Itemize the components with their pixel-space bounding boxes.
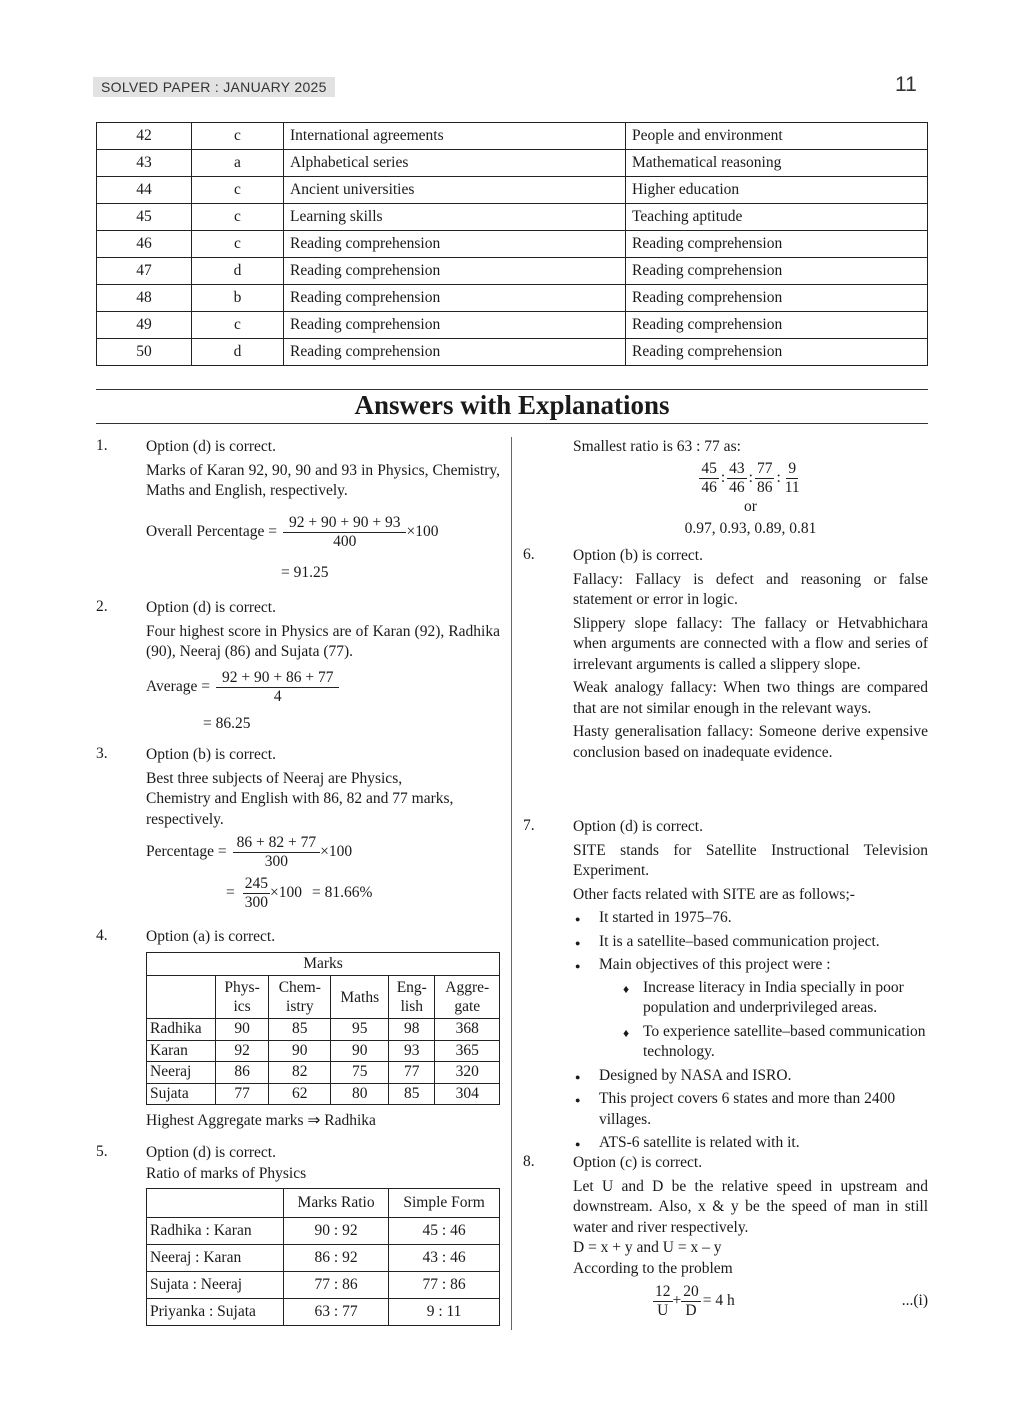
q8-number: 8.	[523, 1153, 535, 1170]
unit-cell: Reading comprehension	[626, 339, 928, 366]
q2-option: Option (d) is correct.	[146, 599, 276, 616]
q5-continuation	[573, 437, 928, 540]
q2-denominator: 4	[273, 687, 282, 705]
q4-column-header: Chem- istry	[269, 976, 331, 1019]
q5-block	[146, 1143, 500, 1326]
q5-table-row	[147, 1272, 500, 1299]
q7-sub-1: ♦ Increase literacy in India specially in poor population and underprivileged areas.	[619, 978, 928, 1019]
q4-table-row	[147, 1083, 500, 1105]
q1-numerator: 92 + 90 + 90 + 93	[283, 514, 406, 533]
topic-cell: Reading comprehension	[284, 312, 626, 339]
q5-ratio-table	[146, 1188, 500, 1326]
unit-cell: Reading comprehension	[626, 285, 928, 312]
question-number-cell: 46	[97, 231, 192, 258]
q4-mark-cell: 86	[216, 1062, 269, 1084]
q4-mark-cell: 62	[269, 1083, 331, 1105]
answer-key-table	[96, 122, 928, 366]
q6-fallacy-item	[573, 614, 928, 676]
q8-plus: +	[672, 1292, 682, 1310]
q5-decimals: 0.97, 0.93, 0.89, 0.81	[684, 520, 817, 537]
q4-mark-cell: 304	[435, 1083, 500, 1105]
q3-option: Option (b) is correct.	[146, 746, 276, 763]
q7-bullet-5: ● This project covers 6 states and more than 2400 villages.	[573, 1089, 928, 1130]
q7-intro: Other facts related with SITE are as follows;-	[573, 885, 855, 903]
question-number-cell: 47	[97, 258, 192, 285]
paper-header-label: SOLVED PAPER : JANUARY 2025	[93, 77, 335, 97]
unit-cell: Teaching aptitude	[626, 204, 928, 231]
q4-mark-cell: 320	[435, 1062, 500, 1084]
q8-fraction-2	[681, 1283, 701, 1320]
q5-table-row	[147, 1299, 500, 1326]
ratio-numerator: 9	[788, 459, 797, 477]
q5-column-header	[147, 1189, 284, 1218]
q5-pair-cell: Sujata : Neeraj	[147, 1272, 284, 1299]
q4-student-cell: Radhika	[147, 1019, 216, 1041]
question-number-cell: 49	[97, 312, 192, 339]
q6-fallacy-text: When two things are compared that are not similar enough in the relevant ways.	[573, 679, 928, 717]
q1-multiplier: ×100	[406, 522, 439, 540]
q4-column-header: Phys- ics	[216, 976, 269, 1019]
q2-block	[146, 598, 500, 734]
question-number-cell: 44	[97, 177, 192, 204]
q8-f2-den: D	[685, 1302, 697, 1319]
q7-block	[573, 817, 928, 1157]
q5-smallest-ratio: Smallest ratio is 63 : 77 as:	[573, 438, 741, 455]
q2-text: Four highest score in Physics are of Karan (92), Radhika (90), Neeraj (86) and Sujata (77).	[146, 622, 500, 660]
q7-bullet-2: ● It is a satellite–based communication project.	[573, 932, 928, 953]
q8-f1-den: U	[657, 1302, 669, 1319]
q4-table-row	[147, 1019, 500, 1041]
answer-cell: c	[192, 312, 284, 339]
q4-mark-cell: 365	[435, 1040, 500, 1062]
q3-multiplier: ×100	[320, 843, 353, 861]
q7-bullet-6: ● ATS-6 satellite is related with it.	[573, 1133, 928, 1154]
ratio-numerator: 43	[729, 459, 745, 477]
ratio-numerator: 45	[701, 459, 717, 477]
q5-ratio-cell: 45 : 46	[389, 1218, 500, 1245]
q7-sub-2: ♦ To experience satellite–based communication technology.	[619, 1022, 928, 1063]
q7-number: 7.	[523, 817, 535, 834]
q1-formula	[146, 514, 500, 551]
question-number-cell: 45	[97, 204, 192, 231]
ratio-fraction	[783, 460, 802, 497]
ratio-denominator: 86	[756, 478, 773, 496]
q4-table-row	[147, 1062, 500, 1084]
unit-cell: Higher education	[626, 177, 928, 204]
key-table-row	[97, 339, 928, 366]
q4-column-header: Maths	[331, 976, 389, 1019]
q5-ratio-cell: 86 : 92	[284, 1245, 389, 1272]
ratio-colon: :	[776, 468, 781, 486]
q8-text: Let U and D be the relative speed in upstream and downstream. Also, x & y be the speed of man in still water and river respectively.	[573, 1177, 928, 1236]
q3-text-line3: respectively.	[146, 810, 224, 828]
topic-cell: International agreements	[284, 123, 626, 150]
q1-result: = 91.25	[281, 563, 329, 581]
q4-mark-cell: 93	[389, 1040, 435, 1062]
q3-number: 3.	[96, 745, 108, 762]
q1-text: Marks of Karan 92, 90, 90 and 93 in Physics, Chemistry, Maths and English, respectively.	[146, 461, 500, 499]
answer-cell: c	[192, 231, 284, 258]
q6-number: 6.	[523, 546, 535, 563]
q5-ratio-cell: 43 : 46	[389, 1245, 500, 1272]
q4-marks-table	[146, 952, 500, 1106]
ratio-numerator: 77	[756, 459, 773, 477]
answer-cell: d	[192, 339, 284, 366]
question-number-cell: 43	[97, 150, 192, 177]
unit-cell: Reading comprehension	[626, 258, 928, 285]
q5-table-row	[147, 1218, 500, 1245]
q1-fraction	[283, 514, 406, 551]
q2-formula	[146, 669, 500, 706]
q4-table-row	[147, 1040, 500, 1062]
topic-cell: Learning skills	[284, 204, 626, 231]
q5-ratio-cell: 63 : 77	[284, 1299, 389, 1326]
topic-cell: Ancient universities	[284, 177, 626, 204]
q5-table-row	[147, 1245, 500, 1272]
ratio-colon: :	[748, 468, 753, 486]
q5-ratio-cell: 77 : 86	[389, 1272, 500, 1299]
q3-numerator2: 245	[244, 875, 268, 892]
q8-f1-num: 12	[655, 1283, 671, 1300]
q5-column-header: Simple Form	[389, 1189, 500, 1218]
q5-pair-cell: Priyanka : Sujata	[147, 1299, 284, 1326]
answer-cell: c	[192, 177, 284, 204]
q5-ratio-cell: 90 : 92	[284, 1218, 389, 1245]
q6-fallacy-term: Slippery slope fallacy:	[573, 614, 723, 632]
q4-mark-cell: 85	[269, 1019, 331, 1041]
q5-pair-cell: Radhika : Karan	[147, 1218, 284, 1245]
q5-option: Option (d) is correct.	[146, 1144, 276, 1161]
q7-option: Option (d) is correct.	[573, 818, 703, 835]
q4-block	[146, 927, 500, 1132]
q5-ratio-fractions	[573, 460, 928, 497]
answer-cell: c	[192, 123, 284, 150]
q7-sub-list	[619, 978, 928, 1063]
q8-option: Option (c) is correct.	[573, 1154, 703, 1171]
q7-bullet-list	[573, 908, 928, 1154]
key-table-row	[97, 258, 928, 285]
page-number: 11	[895, 73, 917, 96]
q1-block	[146, 437, 500, 583]
q6-fallacy-term: Fallacy:	[573, 570, 623, 588]
key-table-row	[97, 204, 928, 231]
ratio-fraction	[727, 460, 747, 497]
answer-cell: a	[192, 150, 284, 177]
q5-number: 5.	[96, 1143, 108, 1160]
answer-cell: b	[192, 285, 284, 312]
q4-mark-cell: 82	[269, 1062, 331, 1084]
q8-formula	[573, 1283, 928, 1320]
q3-result: = 81.66%	[312, 884, 373, 902]
topic-cell: Alphabetical series	[284, 150, 626, 177]
q4-mark-cell: 77	[216, 1083, 269, 1105]
unit-cell: Mathematical reasoning	[626, 150, 928, 177]
q4-column-header: Aggre- gate	[435, 976, 500, 1019]
answer-cell: d	[192, 258, 284, 285]
unit-cell: People and environment	[626, 123, 928, 150]
q7-bullet-3-text: Main objectives of this project were :	[599, 956, 831, 973]
q4-mark-cell: 77	[389, 1062, 435, 1084]
q8-equation: D = x + y and U = x – y	[573, 1239, 722, 1256]
q4-mark-cell: 98	[389, 1019, 435, 1041]
key-table-row	[97, 123, 928, 150]
q7-bullet-4: ● Designed by NASA and ISRO.	[573, 1066, 928, 1087]
key-table-row	[97, 177, 928, 204]
key-table-row	[97, 312, 928, 339]
q5-ratio-cell: 9 : 11	[389, 1299, 500, 1326]
q2-numerator: 92 + 90 + 86 + 77	[216, 669, 339, 688]
q4-mark-cell: 90	[216, 1019, 269, 1041]
q1-number: 1.	[96, 437, 108, 454]
q6-option: Option (b) is correct.	[573, 547, 703, 564]
q4-header-blank	[147, 976, 216, 1019]
q3-multiplier2: ×100	[270, 884, 302, 902]
q8-f2-num: 20	[683, 1283, 699, 1300]
q4-mark-cell: 90	[331, 1040, 389, 1062]
unit-cell: Reading comprehension	[626, 312, 928, 339]
ratio-fraction	[755, 460, 775, 497]
key-table-row	[97, 285, 928, 312]
key-table-row	[97, 231, 928, 258]
q5-or: or	[744, 497, 757, 515]
q7-bullet-3	[573, 955, 928, 1063]
q4-mark-cell: 92	[216, 1040, 269, 1062]
question-number-cell: 42	[97, 123, 192, 150]
q6-fallacy-text: Fallacy is defect and reasoning or false statement or error in logic.	[573, 570, 928, 608]
q1-formula-label: Overall Percentage =	[146, 522, 277, 540]
q6-fallacy-item	[573, 722, 928, 763]
q8-intro: According to the problem	[573, 1259, 733, 1277]
question-number-cell: 48	[97, 285, 192, 312]
q3-fraction	[233, 834, 320, 871]
title-bottom-rule	[96, 423, 928, 424]
topic-cell: Reading comprehension	[284, 285, 626, 312]
q8-rhs: = 4 h	[702, 1292, 735, 1310]
q4-student-cell: Karan	[147, 1040, 216, 1062]
q2-result: = 86.25	[203, 714, 251, 732]
key-table-row	[97, 150, 928, 177]
q2-fraction	[216, 669, 339, 706]
q4-mark-cell: 80	[331, 1083, 389, 1105]
q4-number: 4.	[96, 927, 108, 944]
q4-mark-cell: 368	[435, 1019, 500, 1041]
q8-block	[573, 1153, 928, 1320]
column-divider	[511, 437, 512, 1330]
q6-fallacy-text: The fallacy or Hetvabhichara when arguments are connected with a flow and series of irrelevant arguments is called a slippery slope.	[573, 614, 928, 673]
q7-text: SITE stands for Satellite Instructional Television Experiment.	[573, 841, 928, 879]
q4-column-header: Eng- lish	[389, 976, 435, 1019]
q3-numerator: 86 + 82 + 77	[233, 834, 320, 853]
q4-option: Option (a) is correct.	[146, 928, 276, 945]
q6-fallacy-term: Hasty generalisation fallacy:	[573, 723, 754, 740]
q3-formula2	[146, 875, 500, 912]
ratio-colon: :	[720, 468, 726, 486]
q4-note: Highest Aggregate marks ⇒ Radhika	[146, 1112, 376, 1129]
q6-fallacy-term: Weak analogy fallacy:	[573, 679, 717, 696]
q5-pair-cell: Neeraj : Karan	[147, 1245, 284, 1272]
q5-subtitle: Ratio of marks of Physics	[146, 1164, 307, 1182]
question-number-cell: 50	[97, 339, 192, 366]
q3-text-line2: Chemistry and English with 86, 82 and 77 marks,	[146, 790, 454, 807]
q8-fraction-1	[653, 1283, 673, 1320]
q2-formula-label: Average =	[146, 677, 210, 695]
q4-table-title: Marks	[147, 952, 500, 976]
q6-fallacy-text: Someone derive expensive conclusion based on inadequate evidence.	[573, 723, 928, 761]
q5-column-header: Marks Ratio	[284, 1189, 389, 1218]
q7-bullet-1: ● It started in 1975–76.	[573, 908, 928, 929]
q4-student-cell: Neeraj	[147, 1062, 216, 1084]
q4-mark-cell: 75	[331, 1062, 389, 1084]
q3-formula	[146, 834, 500, 871]
topic-cell: Reading comprehension	[284, 258, 626, 285]
q3-formula-label: Percentage =	[146, 843, 227, 861]
section-title: Answers with Explanations	[354, 390, 670, 420]
q6-fallacy-item	[573, 570, 928, 611]
q4-student-cell: Sujata	[147, 1083, 216, 1105]
unit-cell: Reading comprehension	[626, 231, 928, 258]
q5-ratio-cell: 77 : 86	[284, 1272, 389, 1299]
ratio-fraction	[699, 460, 719, 497]
q1-option: Option (d) is correct.	[146, 438, 276, 455]
topic-cell: Reading comprehension	[284, 339, 626, 366]
ratio-denominator: 46	[729, 478, 745, 496]
q4-mark-cell: 95	[331, 1019, 389, 1041]
q8-equation-tag: ...(i)	[901, 1292, 928, 1310]
q3-denominator: 300	[264, 853, 288, 870]
q3-block	[146, 745, 500, 912]
q3-text-line1: Best three subjects of Neeraj are Physics,	[146, 769, 403, 787]
q2-number: 2.	[96, 598, 108, 615]
q3-equals: =	[226, 884, 235, 902]
q6-block	[573, 546, 928, 763]
answer-cell: c	[192, 204, 284, 231]
q6-fallacy-item	[573, 678, 928, 719]
q1-denominator: 400	[333, 532, 357, 550]
q3-fraction2	[243, 875, 270, 912]
ratio-denominator: 46	[701, 478, 717, 496]
q3-denominator2: 300	[244, 894, 268, 911]
q4-mark-cell: 85	[389, 1083, 435, 1105]
ratio-denominator: 11	[784, 478, 800, 496]
topic-cell: Reading comprehension	[284, 231, 626, 258]
q4-mark-cell: 90	[269, 1040, 331, 1062]
